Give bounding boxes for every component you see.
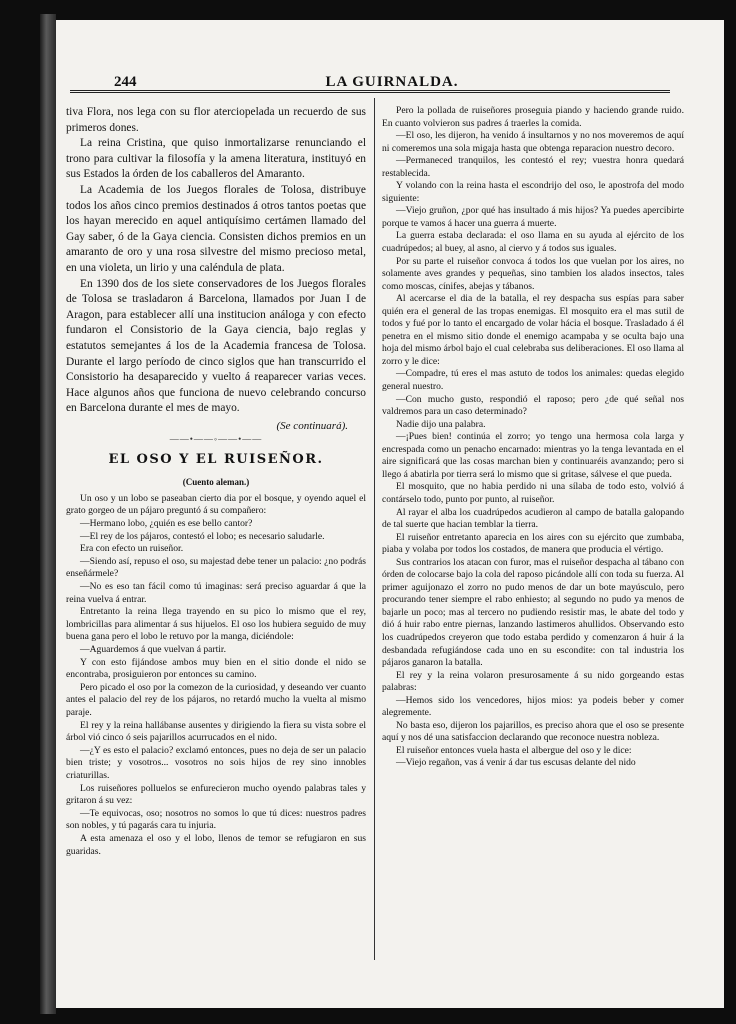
- paragraph: —Viejo regañon, vas á venir á dar tus escusas delante del nido: [396, 757, 636, 769]
- paragraph: —Con mucho gusto, respondió el raposo; pero ¿de qué señal nos valdremos para un caso determinado?: [382, 393, 684, 418]
- paragraph: —Hermano lobo, ¿quién es ese bello cantor?: [80, 518, 253, 530]
- paragraph: No basta eso, dijeron los pajarillos, es preciso ahora que el oso se presente aquí y nos dé una satisfaccion declarando que reconoce nuestra nobleza.: [382, 719, 684, 744]
- section-separator: ——•——◦——•——: [169, 433, 263, 444]
- story-body: [66, 493, 366, 858]
- paragraph: El ruiseñor entonces vuela hasta el albergue del oso y le dice:: [396, 744, 632, 756]
- continuation-note: (Se continuará).: [276, 419, 348, 432]
- paragraph: Y con esto fijándose ambos muy bien en el sitio donde el nido se encontraba, prosiguieron por entonces su camino.: [66, 656, 366, 681]
- paragraph: —Aguardemos á que vuelvan á partir.: [80, 644, 226, 655]
- paragraph: Al acercarse el dia de la batalla, el rey despacha sus espías para saber quién era el general de las tropas enemigas. El mosquito era el mas sutil de todos y fué por lo tanto el encargado de volar hácia el bosque. Trasladado á él penetra en el mismo sitio donde el enemigo acampaba y se oculta bajo una hoja del mismo árbol bajo el cual celebraba sus deliberaciones. El oso llama al zorro y le dice:: [382, 293, 684, 367]
- right-column: [382, 105, 684, 770]
- paragraph: La guerra estaba declarada: el oso llama en su ayuda al ejército de los cuadrúpedos; al buey, al asno, al ciervo y á todos sus iguales.: [382, 230, 684, 255]
- paragraph: —Permaneced tranquilos, les contestó el rey; vuestra honra quedará restablecida.: [382, 155, 684, 179]
- paragraph: —Viejo gruñon, ¿por qué has insultado á mis hijos? Ya puedes apercibirte porque te vamos á hacer una guerra á muerte.: [382, 205, 684, 229]
- paragraph: Los ruiseñores polluelos se enfurecieron mucho oyendo palabras tales y gritaron á su vez:: [66, 782, 366, 807]
- paragraph: Y volando con la reina hasta el escondrijo del oso, le apostrofa del modo siguiente:: [382, 180, 684, 204]
- story-title: EL OSO Y EL RUISEÑOR.: [108, 451, 324, 467]
- paragraph: —No es eso tan fácil como tú imaginas: será preciso aguardar á que la reina vuelva á entrar.: [66, 581, 366, 605]
- paragraph: El mosquito, que no habia perdido ni una sílaba de todo esto, volvió á contárselo todo, punto por punto, al ruiseñor.: [382, 481, 684, 505]
- paragraph: —Te equivocas, oso; nosotros no somos lo que tú dices: nuestros padres son nobles, y tú pagarás cara tu injuria.: [66, 807, 366, 832]
- paragraph: El rey y la reina hallábanse ausentes y dirigiendo la fiera su vista sobre el árbol vió cinco ó seis pajarillos acurrucados en el nido.: [66, 719, 366, 744]
- page-number: 244: [114, 74, 137, 90]
- paragraph: Al rayar el alba los cuadrúpedos acudieron al campo de batalla galopando de tal suerte que hacian temblar la tierra.: [382, 506, 684, 531]
- paragraph: —El rey de los pájaros, contestó el lobo; es necesario saludarle.: [80, 530, 325, 542]
- story-subtitle: (Cuento aleman.): [182, 476, 250, 487]
- paragraph: La Academia de los Juegos florales de Tolosa, distribuye todos los años cinco premios destinados á otros tantos poetas que los hayan merecido en aquel antiquísimo certámen llamado del Gay saber, ó de la Gaya ciencia. Consisten dichos premios en un amaranto de oro y una rosa silvestre del mismo precioso metal, en una violeta, un lirio y una caléndula de plata.: [66, 183, 366, 274]
- paragraph: —Hemos sido los vencedores, hijos mios: ya podeis beber y comer alegremente.: [382, 694, 684, 719]
- binding-spine: [40, 14, 56, 1014]
- paragraph: Nadie dijo una palabra.: [396, 418, 486, 430]
- paragraph: Era con efecto un ruiseñor.: [80, 543, 184, 555]
- page-header: [40, 74, 724, 98]
- running-head: LA GUIRNALDA.: [325, 74, 459, 90]
- paragraph: A esta amenaza el oso y el lobo, llenos de temor se refugiaron en sus guaridas.: [66, 832, 366, 857]
- column-rule: [374, 98, 375, 960]
- paragraph: —Siendo así, repuso el oso, su majestad debe tener un palacio: ¿no podrás enseñármele?: [66, 555, 366, 580]
- paragraph: La reina Cristina, que quiso inmortalizarse renunciando el trono para cultivar la filosofía y la amena literatura, instituyó en sus Estados la órden de los caballeros del Amaranto.: [66, 137, 366, 181]
- paragraph: El ruiseñor entretanto aparecia en los aires con su ejército que zumbaba, piaba y volaba por todos los costados, de manera que producia el vértigo.: [382, 531, 684, 556]
- paragraph: tiva Flora, nos lega con su flor aterciopelada un recuerdo de sus primeros dones.: [66, 106, 366, 134]
- paragraph: —Compadre, tú eres el mas astuto de todos los animales: quedas elegido general nuestro.: [382, 368, 684, 393]
- paragraph: Sus contrarios los atacan con furor, mas el ruiseñor despacha al tábano con órden de colocarse bajo la cola del raposo picándole allí con toda su fuerza. Al primer aguijonazo el zorro no pudo menos de dar un bote mayúsculo, pero procurando tener siempre el rabo enhiesto; al segundo no pudo ya menos de bajarle un poco; mas al tercero no pudiendo resistir mas, le abate del todo y dió á huir rabo entre piernas, lanzando lastimeros ahullidos. Observando esto los cuadrúpedos creyeron que todo estaba perdido y comenzaron á huir á la desbandada refugiándose cada uno en su escondite: con tal industria los pájaros ganaron la batalla.: [382, 556, 684, 669]
- paragraph: Pero la pollada de ruiseñores proseguia piando y haciendo grande ruido. En cuanto volvieron sus padres á traerles la comida.: [382, 105, 684, 129]
- paragraph: Entretanto la reina llega trayendo en su pico lo mismo que el rey, lombricillas para alimentar á sus hijuelos. El oso los hubiera seguido de muy buena gana pero el lobo le retuvo por la manga, diciéndole:: [66, 606, 366, 643]
- paragraph: Por su parte el ruiseñor convoca á todos los que vuelan por los aires, no solamente aves grandes y pequeñas, sino tambien los alados insectos, tales como moscas, cínifes, abejas y tábanos.: [382, 255, 684, 292]
- article-continuation: [66, 105, 366, 417]
- paragraph: —¡Pues bien! continúa el zorro; yo tengo una hermosa cola larga y encrespada como un penacho encarnado: mientras yo la tenga levantada en el aire significará que las cosas marchan bien y continuaréis avanzando; pero si llego á abatirla por tierra será lo mismo que si gritase, sálvese el que pueda.: [382, 431, 684, 480]
- header-rule: [70, 90, 670, 93]
- paragraph: Pero picado el oso por la comezon de la curiosidad, y deseando ver cuanto antes el palacio del rey de los pájaros, no retardó mucho la vuelta al mismo paraje.: [66, 681, 366, 718]
- paragraph: Un oso y un lobo se paseaban cierto dia por el bosque, y oyendo aquel el grato gorgeo de un pájaro preguntó á su compañero:: [66, 492, 366, 517]
- left-column: [66, 105, 366, 858]
- paragraph: —¿Y es esto el palacio? exclamó entonces, pues no deja de ser un palacio bien triste; y vosotros... vosotros no sois hijos de rey sino innobles criaturillas.: [66, 744, 366, 781]
- paragraph: El rey y la reina volaron presurosamente á su nido gorgeando estas palabras:: [382, 669, 684, 694]
- paragraph: —El oso, les dijeron, ha venido á insultarnos y no nos moveremos de aquí ni comeremos una sola migaja hasta que obtenga reparacion nuestro decoro.: [382, 130, 684, 154]
- paragraph: En 1390 dos de los siete conservadores de los Juegos florales de Tolosa se trasladaron á Barcelona, llamados por Juan I de Aragon, para establecer allí una institucion análoga y con efecto fundaron el Consistorio de la Gaya ciencia, bajo reglas y estatutos semejantes á los de la Academia francesa de Tolosa. Durante el largo período de cinco siglos que han transcurrido el Consistorio ha desaparecido y vuelto á reaparecer varias veces. Hace algunos años que funciona de nuevo celebrando concurso en Barcelona durante el mes de mayo.: [66, 277, 366, 415]
